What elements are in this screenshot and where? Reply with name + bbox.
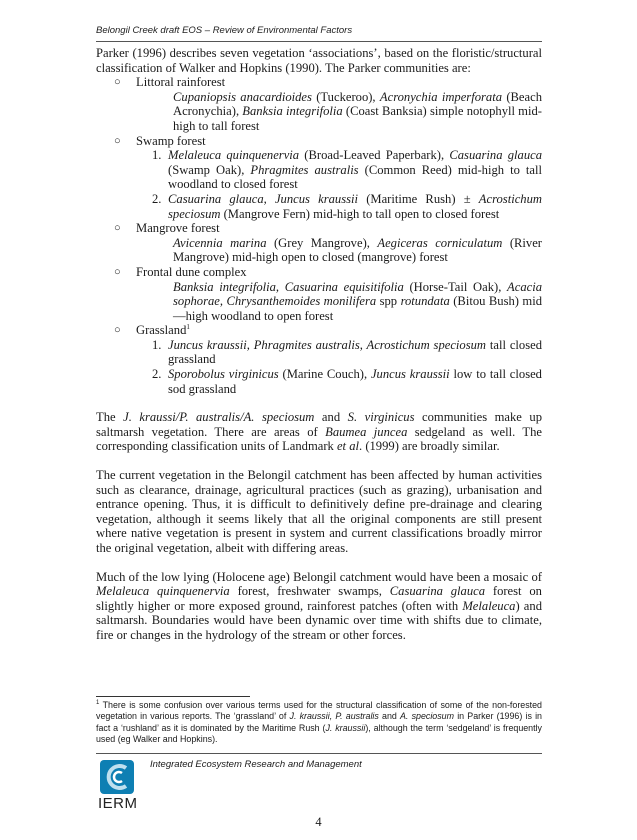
footer-divider [96,753,542,754]
footer-organisation: Integrated Ecosystem Research and Management [150,759,362,770]
community-grassland [96,323,542,338]
numbered-item: 2. Casuarina glauca, Juncus kraussii (Maritime Rush) ± Acrostichum speciosum (Mangrove Fern) mid-high to tall open to closed forest [152,191,542,221]
current-vegetation-paragraph: The current vegetation in the Belongil catchment has been affected by human activities such as clearance, drainage, agricultural practices (such as grazing), urbanisation and entrance opening. Thus, it is difficult to definitively define pre-drainage and clearing vegetation, although it seems likely that all the original components are still present where native vegetation is present in system and current classifications broadly mirror the original vegetation, albeit with differing areas. [96,468,542,555]
community-name: Mangrove forest [136,221,220,236]
community-description: Avicennia marina (Grey Mangrove), Aegiceras corniculatum (River Mangrove) mid-high open to closed (mangrove) forest [173,235,542,265]
bullet-circle-icon: ○ [114,324,121,337]
intro-paragraph: Parker (1996) describes seven vegetation ‘associations’, based on the floristic/structural classification of Walker and Hopkins (1990). The Parker communities are: [96,46,542,75]
footnote-marker: 1 [186,323,190,332]
ierm-logo-icon [96,760,144,794]
community-name: Swamp forest [136,133,206,148]
header-divider [96,41,542,42]
main-content [96,46,542,643]
numbered-item: 1. Melaleuca quinquenervia (Broad-Leaved Paperbark), Casuarina glauca (Swamp Oak), Phragmites australis (Common Reed) mid-high to tall woodland to closed forest [152,148,543,192]
numbered-item: 1. Juncus kraussii, Phragmites australis, Acrostichum speciosum tall closed grassland [152,337,543,367]
community-name: Frontal dune complex [136,264,247,279]
running-header: Belongil Creek draft EOS – Review of Environmental Factors [96,25,353,36]
footnote-divider [96,696,250,697]
footnote: $^1$ There is some confusion over various terms used for the structural classification of some of the non-forested vegetation in various reports. The ‘grassland’ of J. kraussii, P. australis and A. speciosum in Parker (1996) is in fact a ‘rushland’ as it is dominated by the Maritime Rush (J. kraussii), although the term ‘sedgeland’ is frequently used (eg Walker and Hopkins). [96,700,542,744]
bullet-circle-icon: ○ [114,76,121,89]
community-name: Littoral rainforest [136,75,226,90]
community-description: Cupaniopsis anacardioides (Tuckeroo), Acronychia imperforata (Beach Acronychia), Banksia integrifolia (Coast Banksia) simple notophyll mid-high to tall forest [173,89,542,133]
page-number: 4 [315,815,322,829]
bullet-circle-icon: ○ [114,134,121,147]
community-mangrove [96,221,542,236]
numbered-item: 2. Sporobolus virginicus (Marine Couch), Juncus kraussii low to tall closed sod grassland [152,367,542,396]
community-name: Grassland [136,323,187,338]
logo-text: IERM [98,795,138,812]
bullet-circle-icon: ○ [114,222,121,235]
saltmarsh-paragraph: The J. kraussi/P. australis/A. speciosum and S. virginicus communities make up saltmarsh vegetation. There are areas of Baumea juncea sedgeland as well. The corresponding classification units of Landmark et al. (1999) are broadly similar. [96,410,543,454]
community-littoral [96,75,542,90]
community-description: Banksia integrifolia, Casuarina equisitifolia (Horse-Tail Oak), Acacia sophorae, Chrysanthemoides monilifera spp rotundata (Bitou Bush) mid—high woodland to open forest [173,279,543,323]
bullet-circle-icon: ○ [114,265,121,278]
community-swamp [96,134,542,149]
community-dune [96,265,542,280]
holocene-paragraph: Much of the low lying (Holocene age) Belongil catchment would have been a mosaic of Melaleuca quinquenervia forest, freshwater swamps, Casuarina glauca forest on slightly higher or more exposed ground, rainforest patches (often with Melaleuca) and saltmarsh. Boundaries would have been dynamic over time with shifts due to climate, fire or changes in the hydrology of the stream or other forces. [96,569,542,642]
